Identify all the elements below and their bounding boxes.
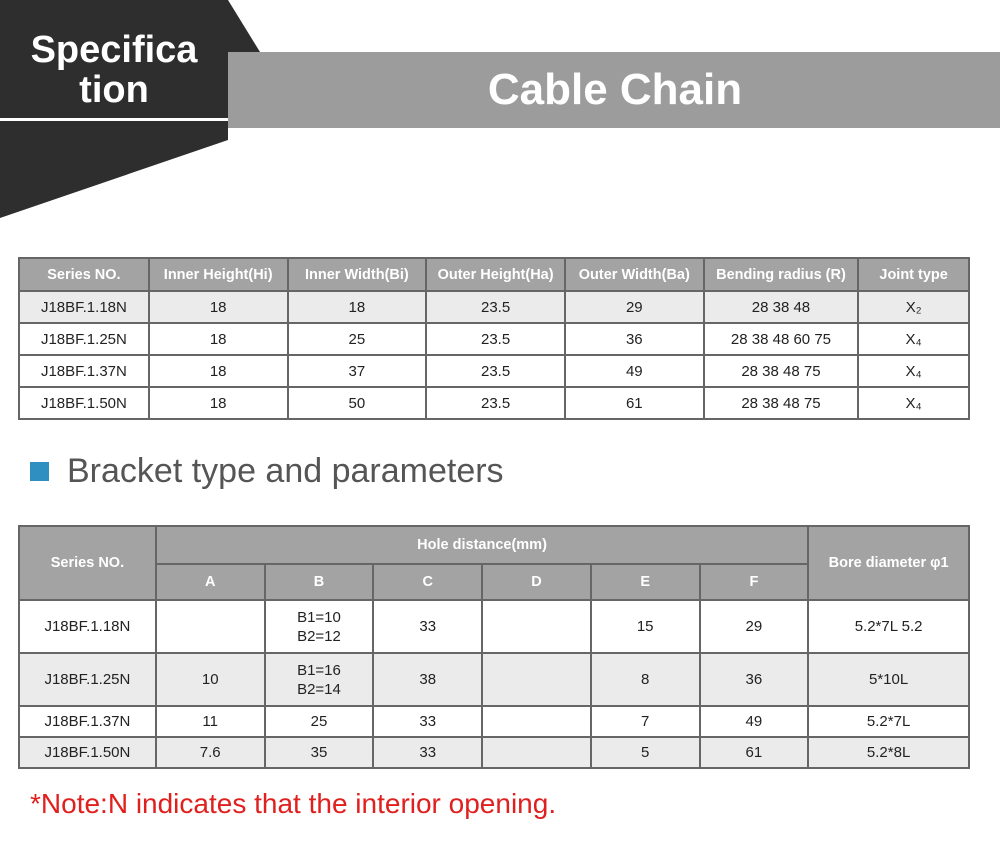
col-header: D [482, 564, 591, 600]
table-row: J18BF.1.18N 18 18 23.5 29 28 38 48 X₂ [19, 291, 969, 323]
table-row: J18BF.1.37N 11 25 33 7 49 5.2*7L [19, 706, 969, 737]
page-title: Cable Chain [487, 65, 743, 114]
col-header: E [591, 564, 700, 600]
table-header-row [19, 526, 969, 564]
group-header: Hole distance(mm) [156, 526, 808, 564]
col-header: Bending radius (R) [704, 258, 859, 291]
col-header: Bore diameter φ1 [808, 526, 969, 600]
specs-table [18, 257, 970, 420]
table-header-row [19, 258, 969, 291]
col-header: C [373, 564, 482, 600]
col-header: Inner Width(Bi) [288, 258, 427, 291]
section-heading [30, 452, 504, 491]
col-header: F [700, 564, 809, 600]
specification-label: Specifica tion [30, 29, 198, 111]
table-row: J18BF.1.18N B1=10 B2=12 33 15 29 5.2*7L 5.2 [19, 600, 969, 653]
table-row: J18BF.1.25N 18 25 23.5 36 28 38 48 60 75 X₄ [19, 323, 969, 355]
col-header: A [156, 564, 265, 600]
bracket-table [18, 525, 970, 769]
footnote: *Note:N indicates that the interior opening. [30, 788, 557, 819]
bullet-square-icon [30, 462, 49, 481]
col-header: Inner Height(Hi) [149, 258, 288, 291]
col-header: Series NO. [19, 258, 149, 291]
col-header: Outer Width(Ba) [565, 258, 704, 291]
section-title: Bracket type and parameters [67, 452, 504, 490]
col-header: B [265, 564, 374, 600]
table-row: J18BF.1.25N 10 B1=16 B2=14 38 8 36 5*10L [19, 653, 969, 706]
col-header: Series NO. [19, 526, 156, 600]
table-row: J18BF.1.37N 18 37 23.5 49 28 38 48 75 X₄ [19, 355, 969, 387]
col-header: Outer Height(Ha) [426, 258, 565, 291]
table-row: J18BF.1.50N 18 50 23.5 61 28 38 48 75 X₄ [19, 387, 969, 419]
col-header: Joint type [858, 258, 969, 291]
table-row: J18BF.1.50N 7.6 35 33 5 61 5.2*8L [19, 737, 969, 768]
